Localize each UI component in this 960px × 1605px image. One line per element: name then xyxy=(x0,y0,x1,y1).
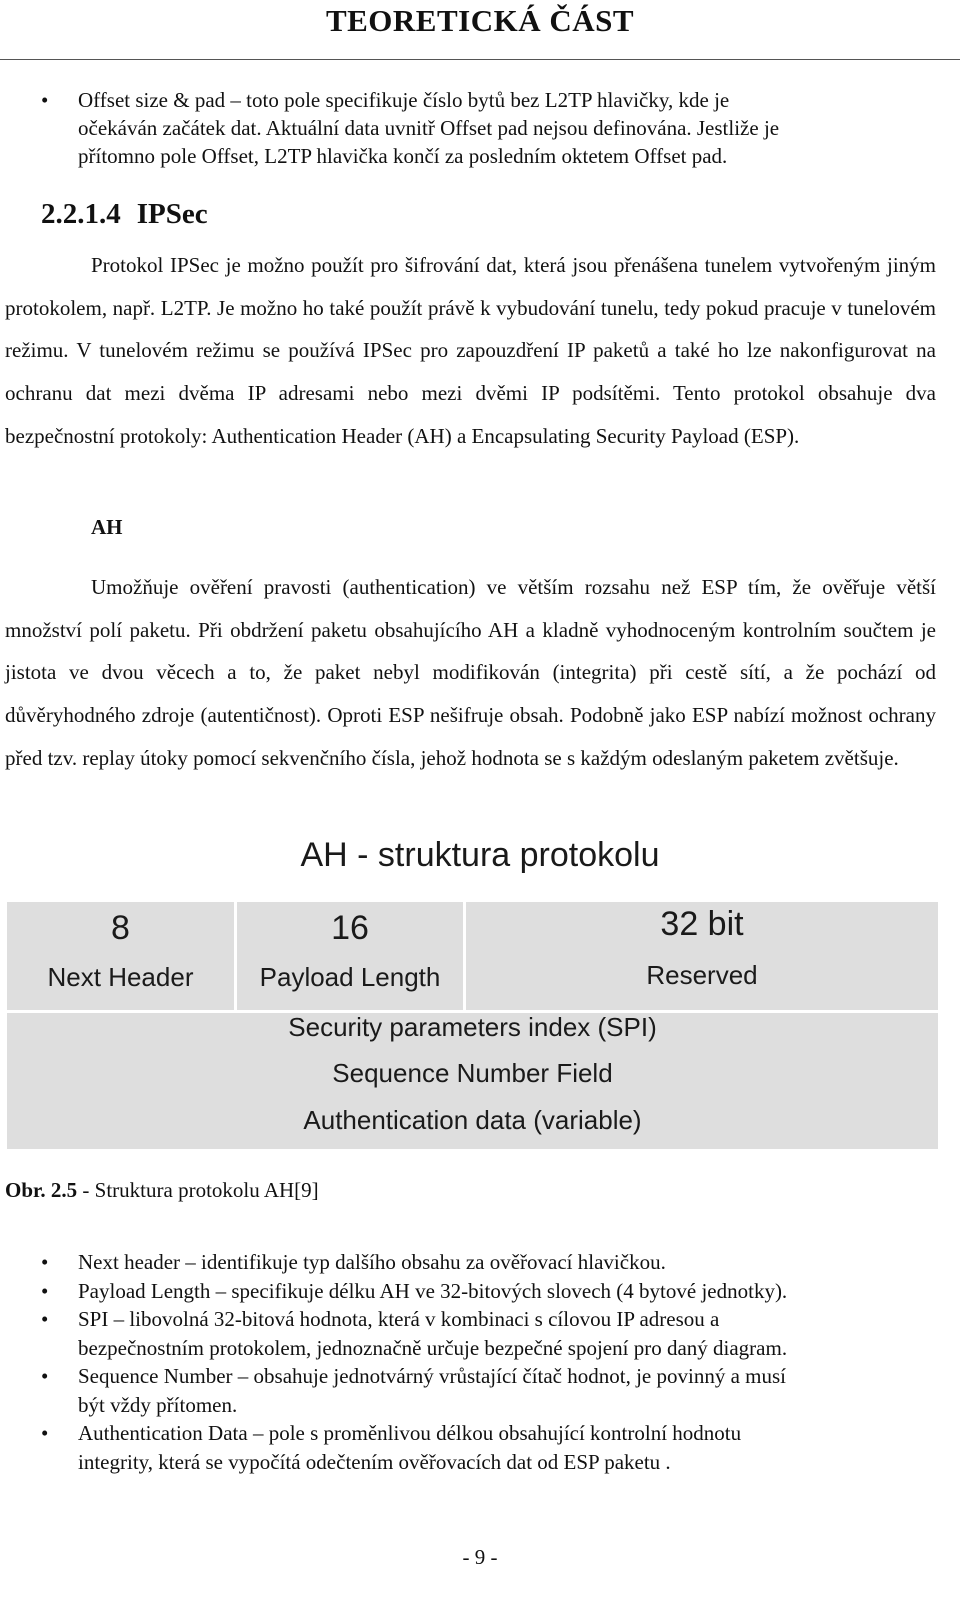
page-number: - 9 - xyxy=(462,1545,498,1569)
list-item-line: očekáván začátek dat. Aktuální data uvnitř Offset pad nejsou definována. Jestliže je xyxy=(78,116,780,140)
figure-title: AH - struktura protokolu xyxy=(300,836,660,874)
section-number: 2.2.1.4 xyxy=(41,198,121,230)
paragraph-ah: Umožňuje ověření pravosti (authentication) ve větším rozsahu než ESP tím, že ověřuje větší množství polí paketu. Při obdržení paketu obsahujícího AH a kladně vyhodnoceným kontrolním součtem je jistota ve dvou věcech a to, že paket nebyl modifikován (integrita) při cestě sítí, a že pochází od důvěryhodného zdroje (autentičnost). Oproti ESP nešifruje obsah. Podobně jako ESP nabízí možnost ochrany před tzv. replay útoky pomocí sekvenčního čísla, jehož hodnota se s každým odeslaným paketem zvětšuje. xyxy=(5,575,936,770)
list-item xyxy=(0,1277,807,1306)
list-item-line: Payload Length – specifikuje délku AH ve 32-bitových slovech (4 bytové jednotky). xyxy=(78,1278,788,1303)
field-spi: Security parameters index (SPI) xyxy=(288,1012,657,1042)
section-title: IPSec xyxy=(136,198,208,230)
bits-label-8: 8 xyxy=(111,909,130,947)
list-item xyxy=(0,1305,807,1362)
bullet-icon: • xyxy=(41,1278,49,1303)
list-item-line: Next header – identifikuje typ dalšího obsahu za ověřovací hlavičkou. xyxy=(78,1250,666,1274)
bullet-icon: • xyxy=(41,1421,49,1445)
list-item-line: integrity, která se vypočítá odečtením ověřovacích dat od ESP paketu . xyxy=(78,1449,671,1474)
list-item xyxy=(0,1248,807,1277)
caption-label: Obr. 2.5 xyxy=(5,1178,78,1202)
bullet-icon: • xyxy=(41,88,49,112)
field-description-list xyxy=(0,1248,807,1476)
list-item-line: být vždy přítomen. xyxy=(78,1392,238,1417)
section-heading xyxy=(41,198,208,231)
caption-text: - Struktura protokolu AH[9] xyxy=(77,1178,319,1202)
bits-label-16: 16 xyxy=(331,909,369,947)
paragraph-ipsec: Protokol IPSec je možno použít pro šifrování dat, která jsou přenášena tunelem vytvořeným jiným protokolem, např. L2TP. Je možno ho také použít právě k vybudování tunelu, tedy pokud pracuje v tunelovém režimu. V tunelovém režimu se používá IPSec pro zapouzdření IP paketů a také ho lze nakonfigurovat na ochranu dat mezi dvěma IP adresami nebo mezi dvěmi IP podsítěmi. Tento protokol obsahuje dva bezpečnostní protokoly: Authentication Header (AH) a Encapsulating Security Payload (ESP). xyxy=(5,253,936,448)
list-item-line: Sequence Number – obsahuje jednotvárný vrůstající čítač hodnot, je povinný a musí xyxy=(78,1364,786,1388)
list-item xyxy=(0,1362,807,1419)
field-payload-length: Payload Length xyxy=(259,962,441,992)
list-item-line: Authentication Data – pole s proměnlivou délkou obsahující kontrolní hodnotu xyxy=(78,1421,742,1445)
list-item xyxy=(0,1419,807,1476)
bullet-icon: • xyxy=(41,1250,49,1274)
list-item-line: přítomno pole Offset, L2TP hlavička končí za posledním oktetem Offset pad. xyxy=(78,144,728,168)
subheading-ah: AH xyxy=(91,515,123,539)
field-next-header: Next Header xyxy=(47,962,194,992)
top-bullet-list xyxy=(0,86,799,170)
list-item-line: SPI – libovolná 32-bitová hodnota, která v kombinaci s cílovou IP adresou a xyxy=(78,1307,720,1331)
list-item-line: Offset size & pad – toto pole specifikuje číslo bytů bez L2TP hlavičky, kde je xyxy=(78,88,730,112)
bullet-icon: • xyxy=(41,1307,49,1331)
bits-label-32: 32 bit xyxy=(660,905,744,943)
field-reserved: Reserved xyxy=(646,960,758,990)
page-header xyxy=(0,0,960,60)
figure-caption xyxy=(5,1178,319,1203)
list-item xyxy=(0,86,799,170)
header-divider xyxy=(0,59,960,60)
field-authentication-data: Authentication data (variable) xyxy=(303,1105,642,1135)
ah-structure-diagram xyxy=(7,902,938,1149)
list-item-line: bezpečnostním protokolem, jednoznačně určuje bezpečné spojení pro daný diagram. xyxy=(78,1335,788,1360)
header-title: TEORETICKÁ ČÁST xyxy=(325,3,635,38)
bullet-icon: • xyxy=(41,1364,49,1388)
field-sequence-number: Sequence Number Field xyxy=(332,1058,613,1088)
